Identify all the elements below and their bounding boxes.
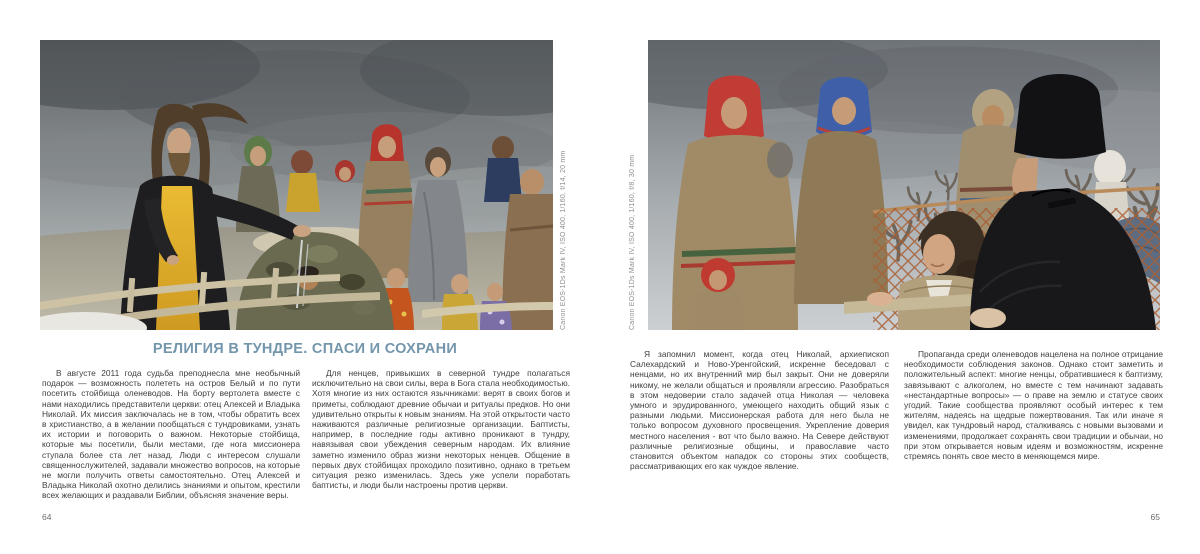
right-page-column-1: Я запомнил момент, когда отец Николай, архиепископ Салехардский и Ново-Уренгойский, искренне беседовал с ненцами, но их внутренний мир был закрыт. Они не доверяли никому, не желали общаться и проявляли агрессию. Разобраться в этом недоверии стало задачей отца Николая — человека умного и эрудированного, умеющего находить общий язык с разными людьми. Миссионерская работа для него была не только вопросом духовного просвещения. Укрепление доверия местного населения - вот что было важно. На Севере действуют различные религиозные общины, и православие часто становится объектом нападок со стороны этих сообществ, рассматривающих его как чуждое явление. (630, 349, 889, 472)
page-number-left: 64 (42, 512, 52, 522)
page-number-right: 65 (1150, 512, 1160, 522)
photo-caption-right: Canon EOS-1Ds Mark IV, ISO 400, 1/160, f/8, 30 mm (629, 154, 636, 330)
photo-baptism-scene (40, 40, 553, 330)
photo-priest-conversation (648, 40, 1160, 330)
left-page-column-1: В августе 2011 года судьба преподнесла мне необычный подарок — возможность полететь на остров Белый и по пути посетить стойбища оленеводов. На борту вертолета вместе с нами находились представители церкви: отец Алексей и Владыка Николай. Их миссия заключалась не в том, чтобы обратить всех в христианство, а в желании пообщаться с тундровиками, узнать их истории и поговорить о важном. Некоторые стойбища, которые мы посетили, были местами, где нога миссионера ступала более ста лет назад. Люди с интересом слушали священнослужителей, задавали множество вопросов, на которые не могли получить ответы самостоятельно. Отец Алексей и Владыка Николай охотно делились знаниями и опытом, крестили всех желающих и раздавали Библии, объясняя значение веры. (42, 368, 300, 501)
right-page-column-2: Пропаганда среди оленеводов нацелена на полное отрицание необходимости соблюдения законов. Однако стоит заметить и положительный аспект: многие ненцы, обратившиеся к баптизму, завязывают с алкоголем, но вместе с тем начинают задавать «нестандартные вопросы» — о праве на землю и статусе своих угодий. Такие сообщества проявляют особый интерес к тем жителям, надеясь на щедрые пожертвования. Так или иначе я увидел, как тундровый народ, сталкиваясь с новыми вызовами и изменениями, продолжает сохранять свои традиции и обычаи, но при этом открывается новым идеям и возможностям, искренне стремясь понять свое место в меняющемся мире. (904, 349, 1163, 462)
left-page-column-2: Для ненцев, привыкших в северной тундре полагаться исключительно на свои силы, вера в Бога стала необходимостью. Хотя многие из них остаются язычниками: верят в своих богов и приметы, соблюдают древние обычаи и ритуалы предков. Но они удивительно открыты к новым знаниям. На этой открытости часто наживаются различные религиозные организации. Баптисты, например, в последние годы активно проникают в тундру, навязывая свои убеждения северным народам. Их влияние заметно изменило образ жизни некоторых ненцев. Общение в первых двух стойбищах проходило позитивно, однако в третьем ситуация резко изменилась. Здесь уже успели поработать баптисты, и люди были настроены против церкви. (312, 368, 570, 491)
article-title: РЕЛИГИЯ В ТУНДРЕ. СПАСИ И СОХРАНИ (152, 341, 458, 357)
photo-caption-left: Canon EOS-1Ds Mark IV, ISO 400, 1/160, f/14, 20 mm (560, 150, 567, 330)
